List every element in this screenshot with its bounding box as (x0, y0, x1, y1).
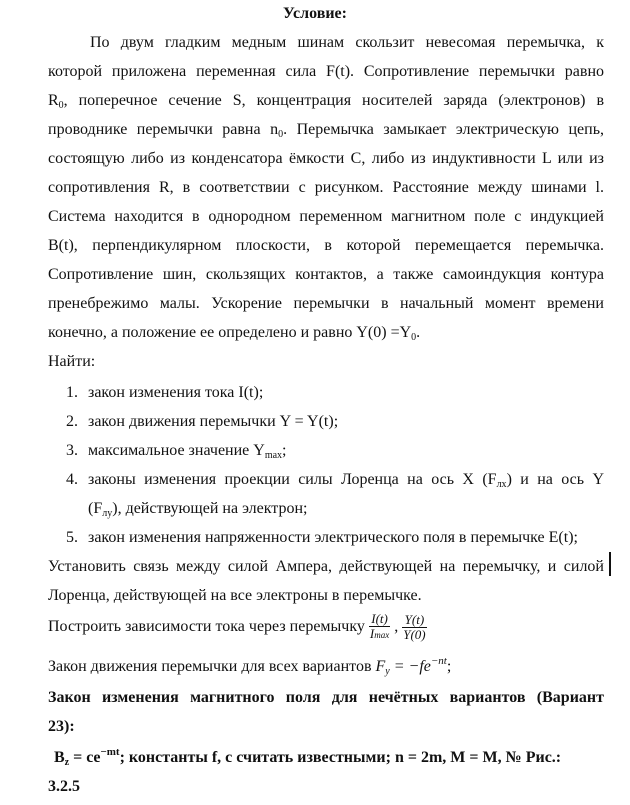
figure-number: 3.2.5 (48, 778, 80, 795)
motion-tail: ; (446, 658, 452, 675)
list-item-text: максимальное значение Y (88, 442, 265, 459)
text-cursor (609, 552, 611, 576)
bz-exponent: −mt (100, 746, 120, 758)
y0-subscript: 0 (411, 332, 417, 343)
list-item-text: (F (88, 500, 103, 517)
list-item (66, 441, 287, 463)
relation-line-2: Лоренца, действующей на все электроны в перемычке. (48, 587, 422, 604)
list-item-text: закон изменения напряженности электрического поля в перемычке E(t); (88, 529, 578, 546)
current-fraction-numerator: I(t) (369, 612, 390, 627)
condition-heading: Условие: (283, 5, 347, 22)
motion-text: Закон движения перемычки для всех вариантов (48, 658, 372, 675)
paragraph-line-5: состоящую либо из конденсатора ёмкости C, либо из индуктивности L или из (48, 150, 604, 167)
paragraph-line-11 (48, 323, 604, 345)
paragraph-line-2: которой приложена переменная сила F(t). Сопротивление перемычки равно (48, 63, 604, 80)
paragraph-line-11-tail: . (416, 324, 421, 341)
list-item-tail: ), действующей на электрон; (112, 500, 308, 517)
force-subscript: y (385, 666, 390, 677)
list-item-text: законы изменения проекции силы Лоренца на ось X (F (88, 471, 497, 488)
list-number: 1. (66, 384, 78, 401)
position-fraction-denominator: Y(0) (403, 626, 426, 642)
flx-subscript: лх (496, 479, 507, 490)
paragraph-line-11-text: конечно, а положение ее определено и равно Y(0) =Y (48, 324, 412, 341)
paragraph-line-8: B(t), перпендикулярном плоскости, в которой перемещается перемычка. (48, 237, 604, 254)
plot-line (48, 612, 604, 642)
list-item-continuation (88, 499, 308, 521)
motion-exponent: −nt (430, 655, 447, 667)
paragraph-line-4-tail: . Перемычка замыкает электрическую цепь, (283, 121, 605, 138)
fly-subscript: лу (102, 508, 113, 519)
imax-subscript: max (374, 630, 390, 641)
bz-symbol: B (54, 749, 65, 766)
paragraph-line-9: Сопротивление шин, скользящих контактов, а также самоиндукция контура (48, 266, 604, 283)
find-label: Найти: (48, 353, 96, 370)
list-item (66, 470, 604, 492)
odd-variant-line-2: 23): (48, 718, 75, 735)
position-fraction (402, 613, 426, 642)
paragraph-line-4 (48, 120, 604, 142)
list-item (66, 412, 338, 432)
list-number: 4. (66, 471, 78, 488)
list-number: 2. (66, 413, 78, 430)
imax-symbol: I (369, 626, 375, 642)
relation-line-1: Установить связь между силой Ампера, действующей на перемычку, и силой (48, 558, 604, 575)
list-item-text: закон изменения тока I(t); (88, 384, 264, 401)
current-fraction-denominator (369, 627, 390, 642)
paragraph-line-3 (48, 91, 604, 113)
ymax-subscript: max (264, 450, 283, 461)
r0-subscript: 0 (58, 100, 64, 111)
position-fraction-numerator: Y(t) (402, 613, 426, 628)
odd-variant-line-1: Закон изменения магнитного поля для нечётных вариантов (Вариант (48, 689, 604, 706)
list-item (66, 528, 578, 548)
list-item-text: закон движения перемычки Y = Y(t); (88, 413, 339, 430)
r0-symbol: R (48, 92, 59, 109)
odd-variant-line-3 (54, 748, 604, 770)
paragraph-line-1: По двум гладким медным шинам скользит невесомая перемычка, к (90, 34, 604, 51)
fraction-separator: , (394, 618, 399, 635)
list-item-tail: ; (282, 442, 287, 459)
force-symbol: F (375, 658, 386, 675)
list-item-text-cont: ) и на ось Y (506, 471, 605, 488)
paragraph-line-10: пренебрежимо малы. Ускорение перемычки в начальный момент времени (48, 295, 604, 312)
bz-subscript: z (64, 757, 70, 768)
plot-text: Построить зависимости тока через перемычку (48, 618, 365, 635)
n0-subscript: 0 (278, 129, 284, 140)
motion-line (48, 657, 604, 679)
current-fraction (369, 612, 390, 642)
paragraph-line-4-text: проводнике перемычки равна n (48, 121, 279, 138)
list-number: 5. (66, 529, 78, 546)
list-item (66, 383, 263, 403)
paragraph-line-3-text: , поперечное сечение S, концентрация носителей заряда (электронов) в (63, 92, 604, 109)
paragraph-line-7: Система находится в однородном переменном магнитном поле с индукцией (48, 208, 604, 225)
list-number: 3. (66, 442, 78, 459)
motion-equation: = −fe (389, 658, 431, 675)
paragraph-line-6: сопротивления R, в соответствии с рисунком. Расстояние между шинами l. (48, 179, 604, 196)
bz-equation: = ce (69, 749, 101, 766)
odd-variant-line-3-text: ; константы f, c считать известными; n = 2m, M = M, № Рис.: (119, 749, 562, 766)
